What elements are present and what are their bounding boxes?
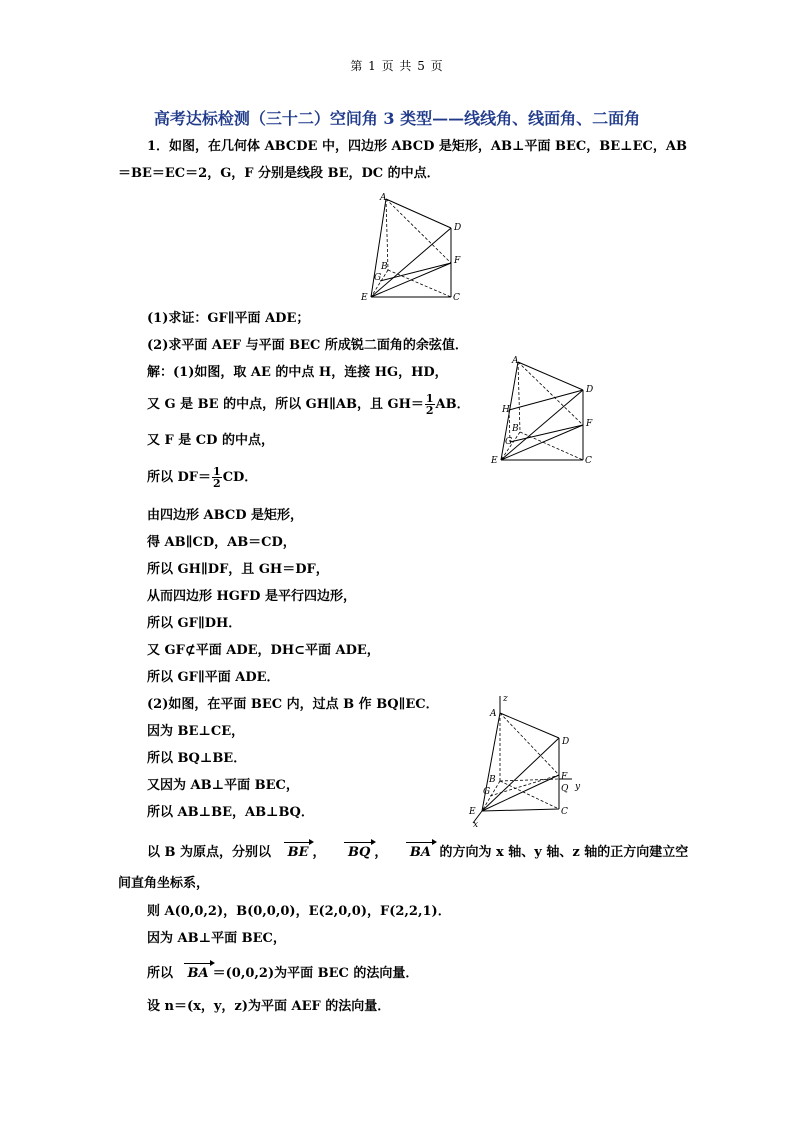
figure-3 [460,693,590,828]
solution-line-16: 所以 AB⊥BE，AB⊥BQ． [147,805,314,820]
vector-BA: BA [406,845,435,861]
label-E-2: E [491,456,498,466]
label-B-3: B [489,775,496,785]
problem-line-1: 1．如图，在几何体 ABCDE 中，四边形 ABCD 是矩形，AB⊥平面 BEC，BE⊥EC，AB [147,139,687,154]
vector-BE: BE [284,845,313,861]
solution-line-7: 所以 GH∥DF，且 GH＝DF， [147,562,329,577]
label-G-3: G [483,787,491,797]
page-number: 第 1 页 共 5 页 [350,59,444,73]
label-G-2: G [505,437,513,447]
solution-line-4: 所以 DF＝ $\frac{1}{2}$ CD． [147,465,258,490]
solution-line-9: 所以 GF∥DH． [147,616,242,631]
label-E: E [361,293,368,303]
solution-line-19: 则 A(0,0,2)，B(0,0,0)，E(2,0,0)，F(2,2,1)． [147,904,451,919]
label-Q: Q [561,784,569,794]
label-A-3: A [490,709,497,719]
solution-line-21: 所以 BA ＝(0,0,2)为平面 BEC 的法向量． [147,966,419,981]
fraction-one-half-2: $\frac{1}{2}$ [213,465,221,490]
label-C-3: C [561,807,568,817]
label-B-2: B [512,424,519,434]
solution-line-17: 以 B 为原点，分别以 BE ， BQ ， BA 的方向为 x 轴、y 轴、z 轴的正方向建立空 [147,845,689,860]
solution-line-6: 得 AB∥CD，AB＝CD， [147,535,296,550]
label-D-3: D [562,737,570,747]
solution-line-15: 又因为 AB⊥平面 BEC， [147,778,299,793]
solution-line-18: 间直角坐标系， [118,876,210,891]
label-D: D [454,223,462,233]
solution-line-13: 因为 BE⊥CE， [147,724,245,739]
label-B: B [381,262,388,272]
problem-line-2: ＝BE＝EC＝2，G，F 分别是线段 BE，DC 的中点． [118,166,440,181]
solution-line-20: 因为 AB⊥平面 BEC， [147,931,286,946]
label-F-3: F [561,772,568,782]
vector-BA-2: BA [184,966,213,982]
question-1: (1)求证：GF∥平面 ADE； [147,311,310,326]
question-2: (2)求平面 AEF 与平面 BEC 所成锐二面角的余弦值． [147,338,468,353]
solution-line-2: 又 G 是 BE 的中点，所以 GH∥AB，且 GH＝ $\frac{1}{2}$ AB． [147,392,470,417]
solution-line-3: 又 F 是 CD 的中点， [147,433,274,448]
solution-line-14: 所以 BQ⊥BE． [147,751,247,766]
label-H: H [502,405,510,415]
label-C-2: C [585,456,592,466]
label-D-2: D [586,385,594,395]
fraction-one-half: $\frac{1}{2}$ [425,392,434,417]
label-E-3: E [469,807,476,817]
label-x: x [473,820,479,828]
label-F: F [454,256,461,266]
figure-2 [485,352,605,470]
label-A: A [380,193,387,203]
solution-line-22: 设 n＝(x，y，z)为平面 AEF 的法向量． [147,999,391,1014]
solution-line-10: 又 GF⊄平面 ADE，DH⊂平面 ADE， [147,643,380,658]
label-A-2: A [512,356,519,366]
label-C: C [453,293,460,303]
label-z: z [503,694,508,704]
solution-line-5: 由四边形 ABCD 是矩形， [147,508,303,523]
label-y: y [575,782,581,792]
solution-line-12: (2)如图，在平面 BEC 内，过点 B 作 BQ∥EC． [147,697,439,712]
label-G: G [374,273,382,283]
page-title: 高考达标检测（三十二）空间角 3 类型——线线角、线面角、二面角 [153,109,641,128]
figure-1 [355,190,470,305]
solution-line-11: 所以 GF∥平面 ADE． [147,670,280,685]
label-F-2: F [586,419,593,429]
vector-BQ: BQ [344,845,374,861]
solution-line-1: 解：(1)如图，取 AE 的中点 H，连接 HG，HD， [147,365,448,380]
solution-line-8: 从而四边形 HGFD 是平行四边形， [147,589,356,604]
